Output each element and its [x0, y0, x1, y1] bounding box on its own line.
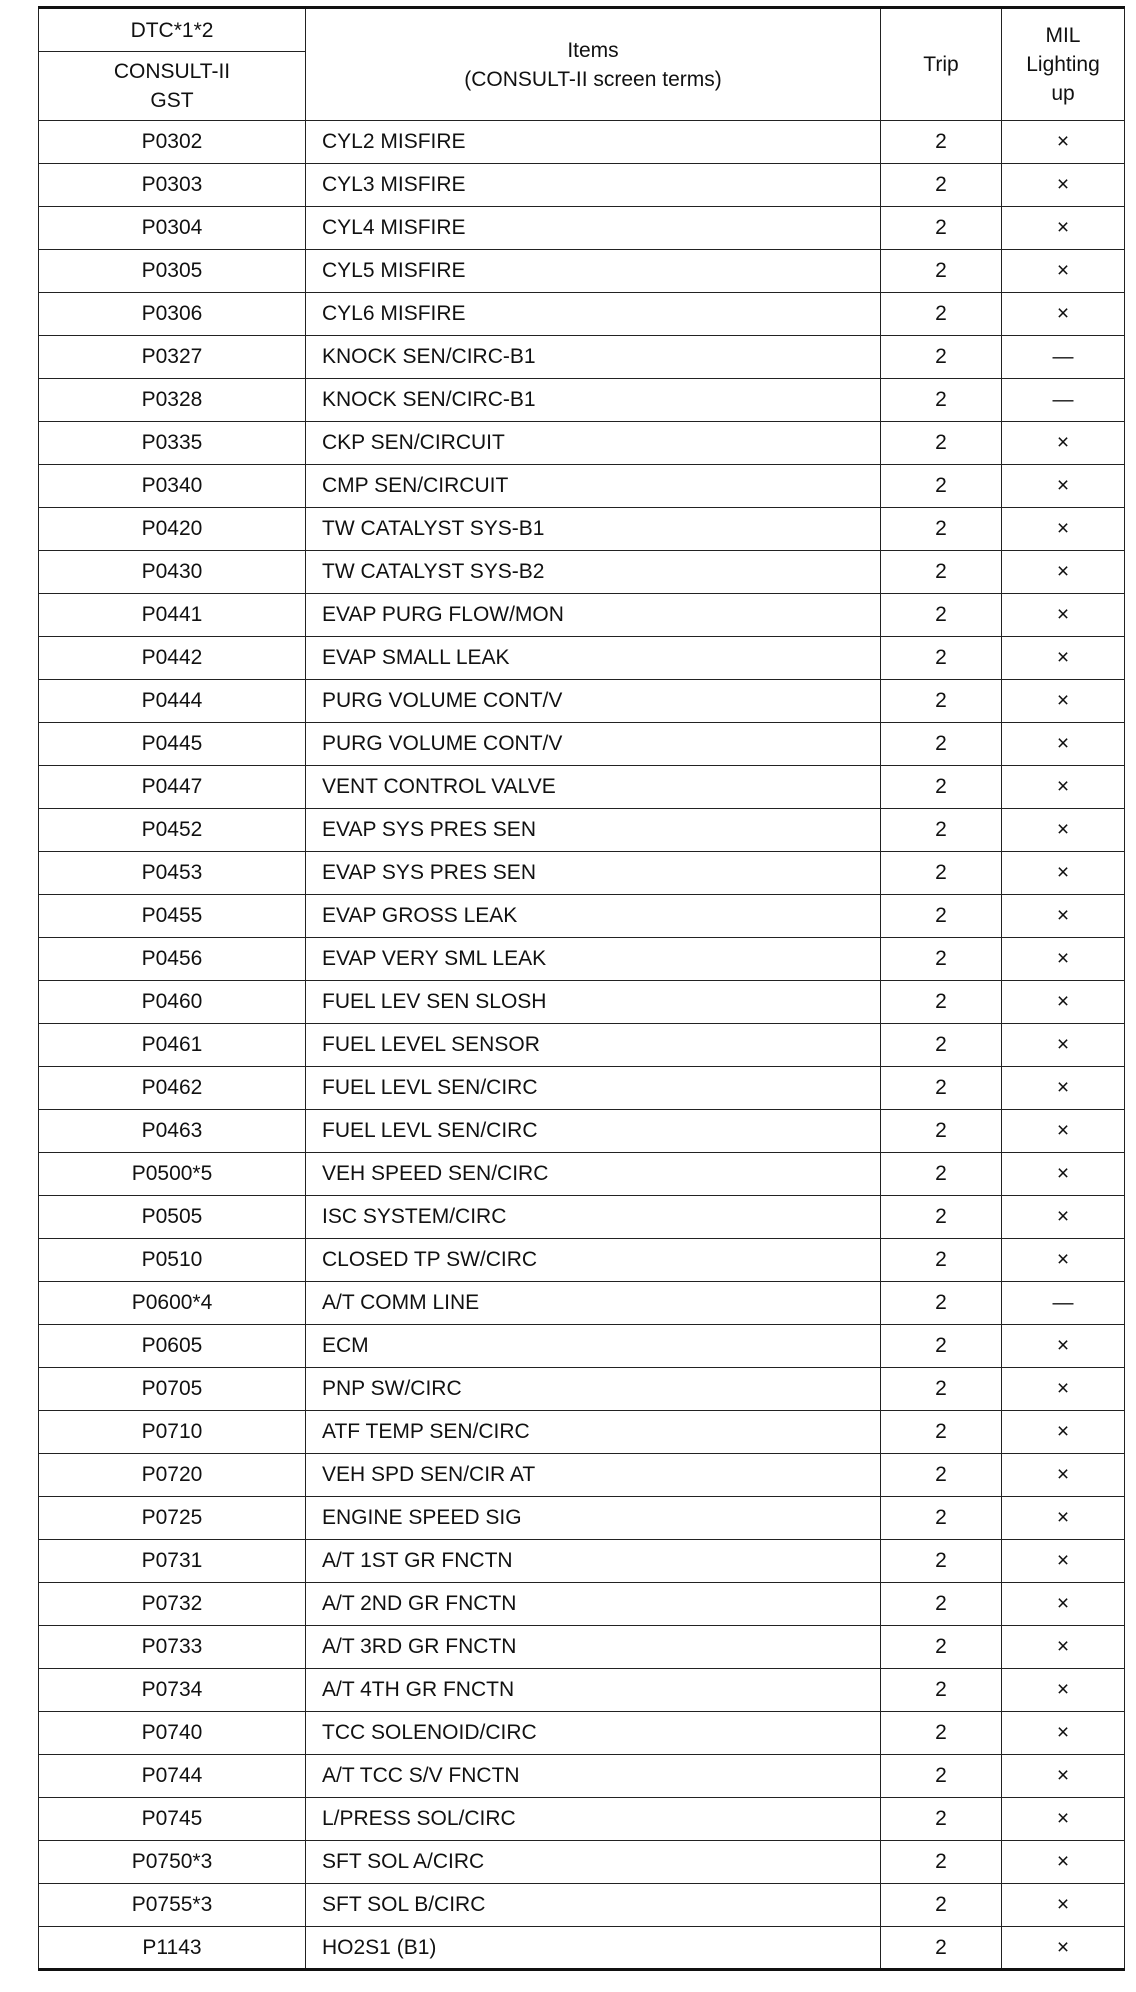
trip-count-cell: 2 [881, 1540, 1002, 1583]
table-row [39, 1110, 1125, 1153]
mil-indicator-cell: × [1002, 852, 1125, 895]
trip-count-cell: 2 [881, 1755, 1002, 1798]
dtc-code-cell: P0447 [39, 766, 306, 809]
mil-indicator-cell: × [1002, 938, 1125, 981]
table-row [39, 1411, 1125, 1454]
table-row [39, 1153, 1125, 1196]
mil-indicator-cell: × [1002, 766, 1125, 809]
mil-indicator-cell: × [1002, 1841, 1125, 1884]
table-row [39, 1024, 1125, 1067]
trip-count-cell: 2 [881, 293, 1002, 336]
table-row [39, 207, 1125, 250]
table-row [39, 508, 1125, 551]
dtc-code-cell: P0740 [39, 1712, 306, 1755]
item-name-cell: FUEL LEVL SEN/CIRC [306, 1110, 881, 1153]
mil-indicator-cell: × [1002, 207, 1125, 250]
dtc-code-cell: P0600*4 [39, 1282, 306, 1325]
table-row [39, 1325, 1125, 1368]
table-row [39, 250, 1125, 293]
table-row [39, 1841, 1125, 1884]
trip-count-cell: 2 [881, 1669, 1002, 1712]
table-row [39, 551, 1125, 594]
item-name-cell: CMP SEN/CIRCUIT [306, 465, 881, 508]
dtc-code-cell: P1143 [39, 1927, 306, 1970]
table-row [39, 895, 1125, 938]
mil-indicator-cell: × [1002, 551, 1125, 594]
items-header-text: Items (CONSULT-II screen terms) [464, 38, 722, 91]
item-name-cell: EVAP SYS PRES SEN [306, 809, 881, 852]
table-row [39, 1497, 1125, 1540]
item-name-cell: A/T 2ND GR FNCTN [306, 1583, 881, 1626]
item-name-cell: SFT SOL B/CIRC [306, 1884, 881, 1927]
trip-count-cell: 2 [881, 250, 1002, 293]
dtc-code-cell: P0462 [39, 1067, 306, 1110]
dtc-code-cell: P0710 [39, 1411, 306, 1454]
mil-indicator-cell: × [1002, 1024, 1125, 1067]
item-name-cell: CYL3 MISFIRE [306, 164, 881, 207]
trip-count-cell: 2 [881, 1798, 1002, 1841]
trip-count-cell: 2 [881, 422, 1002, 465]
trip-count-cell: 2 [881, 1927, 1002, 1970]
consult-gst-text: CONSULT-II GST [113, 60, 231, 112]
mil-indicator-cell: × [1002, 164, 1125, 207]
item-name-cell: PNP SW/CIRC [306, 1368, 881, 1411]
table-row [39, 1669, 1125, 1712]
mil-indicator-cell: × [1002, 1067, 1125, 1110]
item-name-cell: VEH SPD SEN/CIR AT [306, 1454, 881, 1497]
dtc-code-cell: P0731 [39, 1540, 306, 1583]
dtc-code-cell: P0745 [39, 1798, 306, 1841]
table-row [39, 1884, 1125, 1927]
item-name-cell: A/T 4TH GR FNCTN [306, 1669, 881, 1712]
mil-indicator-cell: × [1002, 1540, 1125, 1583]
trip-count-cell: 2 [881, 1497, 1002, 1540]
table-row [39, 1755, 1125, 1798]
mil-indicator-cell: × [1002, 1583, 1125, 1626]
table-row [39, 121, 1125, 164]
dtc-code-cell: P0733 [39, 1626, 306, 1669]
trip-count-cell: 2 [881, 465, 1002, 508]
trip-count-cell: 2 [881, 164, 1002, 207]
item-name-cell: EVAP VERY SML LEAK [306, 938, 881, 981]
mil-indicator-cell: × [1002, 508, 1125, 551]
trip-count-cell: 2 [881, 723, 1002, 766]
mil-indicator-cell: × [1002, 121, 1125, 164]
dtc-header-cell [39, 8, 306, 121]
table-row [39, 379, 1125, 422]
item-name-cell: TW CATALYST SYS-B1 [306, 508, 881, 551]
item-name-cell: SFT SOL A/CIRC [306, 1841, 881, 1884]
table-body [39, 121, 1125, 1970]
item-name-cell: EVAP SMALL LEAK [306, 637, 881, 680]
dtc-code-cell: P0605 [39, 1325, 306, 1368]
mil-indicator-cell: × [1002, 250, 1125, 293]
trip-count-cell: 2 [881, 1841, 1002, 1884]
mil-indicator-cell: × [1002, 1497, 1125, 1540]
item-name-cell: ISC SYSTEM/CIRC [306, 1196, 881, 1239]
dtc-code-cell: P0444 [39, 680, 306, 723]
dtc-code-cell: P0732 [39, 1583, 306, 1626]
item-name-cell: FUEL LEVL SEN/CIRC [306, 1067, 881, 1110]
mil-indicator-cell: × [1002, 809, 1125, 852]
item-name-cell: CKP SEN/CIRCUIT [306, 422, 881, 465]
table-row [39, 1368, 1125, 1411]
item-name-cell: EVAP SYS PRES SEN [306, 852, 881, 895]
table-row [39, 1067, 1125, 1110]
dtc-code-cell: P0750*3 [39, 1841, 306, 1884]
trip-count-cell: 2 [881, 895, 1002, 938]
table-row [39, 1583, 1125, 1626]
trip-count-cell: 2 [881, 1153, 1002, 1196]
dtc-code-cell: P0441 [39, 594, 306, 637]
item-name-cell: TW CATALYST SYS-B2 [306, 551, 881, 594]
table-row [39, 723, 1125, 766]
mil-indicator-cell: × [1002, 895, 1125, 938]
dtc-code-cell: P0328 [39, 379, 306, 422]
trip-count-cell: 2 [881, 1239, 1002, 1282]
table-row [39, 1454, 1125, 1497]
item-name-cell: A/T TCC S/V FNCTN [306, 1755, 881, 1798]
dtc-code-cell: P0302 [39, 121, 306, 164]
dtc-code-cell: P0430 [39, 551, 306, 594]
table-row [39, 981, 1125, 1024]
mil-indicator-cell: × [1002, 1927, 1125, 1970]
item-name-cell: EVAP GROSS LEAK [306, 895, 881, 938]
table-row [39, 852, 1125, 895]
item-name-cell: VEH SPEED SEN/CIRC [306, 1153, 881, 1196]
trip-count-cell: 2 [881, 379, 1002, 422]
dtc-code-cell: P0304 [39, 207, 306, 250]
dtc-code-cell: P0335 [39, 422, 306, 465]
trip-count-cell: 2 [881, 680, 1002, 723]
trip-count-cell: 2 [881, 1110, 1002, 1153]
mil-indicator-cell: × [1002, 594, 1125, 637]
mil-indicator-cell: × [1002, 1798, 1125, 1841]
table-row [39, 680, 1125, 723]
mil-indicator-cell: × [1002, 1239, 1125, 1282]
mil-indicator-cell: × [1002, 981, 1125, 1024]
mil-indicator-cell: × [1002, 1884, 1125, 1927]
trip-count-cell: 2 [881, 1067, 1002, 1110]
item-name-cell: PURG VOLUME CONT/V [306, 723, 881, 766]
dtc-code-cell: P0340 [39, 465, 306, 508]
table-row [39, 164, 1125, 207]
dtc-code-cell: P0456 [39, 938, 306, 981]
trip-count-cell: 2 [881, 1325, 1002, 1368]
table-row [39, 1712, 1125, 1755]
trip-count-cell: 2 [881, 594, 1002, 637]
item-name-cell: HO2S1 (B1) [306, 1927, 881, 1970]
dtc-code-cell: P0455 [39, 895, 306, 938]
item-name-cell: CYL4 MISFIRE [306, 207, 881, 250]
mil-indicator-cell: × [1002, 293, 1125, 336]
table-row [39, 336, 1125, 379]
table-row [39, 1798, 1125, 1841]
dtc-code-cell: P0510 [39, 1239, 306, 1282]
item-name-cell: CYL5 MISFIRE [306, 250, 881, 293]
dtc-code-cell: P0306 [39, 293, 306, 336]
trip-count-cell: 2 [881, 1712, 1002, 1755]
item-name-cell: KNOCK SEN/CIRC-B1 [306, 379, 881, 422]
mil-indicator-cell: × [1002, 1669, 1125, 1712]
trip-count-cell: 2 [881, 336, 1002, 379]
item-name-cell: ENGINE SPEED SIG [306, 1497, 881, 1540]
dtc-code-cell: P0453 [39, 852, 306, 895]
mil-indicator-cell: × [1002, 1110, 1125, 1153]
table-row [39, 938, 1125, 981]
dtc-code-cell: P0500*5 [39, 1153, 306, 1196]
dtc-code-cell: P0420 [39, 508, 306, 551]
trip-count-cell: 2 [881, 1583, 1002, 1626]
item-name-cell: FUEL LEVEL SENSOR [306, 1024, 881, 1067]
item-name-cell: VENT CONTROL VALVE [306, 766, 881, 809]
table-row [39, 809, 1125, 852]
dtc-code-cell: P0725 [39, 1497, 306, 1540]
trip-count-cell: 2 [881, 1626, 1002, 1669]
item-name-cell: A/T COMM LINE [306, 1282, 881, 1325]
item-name-cell: CYL6 MISFIRE [306, 293, 881, 336]
item-name-cell: TCC SOLENOID/CIRC [306, 1712, 881, 1755]
table-row [39, 293, 1125, 336]
trip-count-cell: 2 [881, 207, 1002, 250]
item-name-cell: A/T 1ST GR FNCTN [306, 1540, 881, 1583]
mil-indicator-cell: × [1002, 680, 1125, 723]
dtc-code-cell: P0463 [39, 1110, 306, 1153]
dtc-code-cell: P0303 [39, 164, 306, 207]
table-row [39, 1239, 1125, 1282]
mil-indicator-cell: × [1002, 1712, 1125, 1755]
item-name-cell: KNOCK SEN/CIRC-B1 [306, 336, 881, 379]
table-row [39, 1196, 1125, 1239]
trip-count-cell: 2 [881, 938, 1002, 981]
mil-indicator-cell: × [1002, 1153, 1125, 1196]
mil-indicator-cell: × [1002, 1626, 1125, 1669]
mil-indicator-cell: × [1002, 1755, 1125, 1798]
table-row [39, 1626, 1125, 1669]
mil-indicator-cell: × [1002, 637, 1125, 680]
item-name-cell: PURG VOLUME CONT/V [306, 680, 881, 723]
trip-count-cell: 2 [881, 1454, 1002, 1497]
table-row [39, 465, 1125, 508]
dtc-code-cell: P0744 [39, 1755, 306, 1798]
trip-count-cell: 2 [881, 1368, 1002, 1411]
trip-count-cell: 2 [881, 766, 1002, 809]
table-row [39, 1540, 1125, 1583]
item-name-cell: L/PRESS SOL/CIRC [306, 1798, 881, 1841]
item-name-cell: ATF TEMP SEN/CIRC [306, 1411, 881, 1454]
trip-count-cell: 2 [881, 852, 1002, 895]
dtc-code-cell: P0755*3 [39, 1884, 306, 1927]
mil-indicator-cell: × [1002, 1325, 1125, 1368]
dtc-code-cell: P0461 [39, 1024, 306, 1067]
trip-count-cell: 2 [881, 121, 1002, 164]
item-name-cell: A/T 3RD GR FNCTN [306, 1626, 881, 1669]
table-row [39, 594, 1125, 637]
dtc-code-cell: P0445 [39, 723, 306, 766]
consult-gst-header-label [39, 52, 305, 120]
dtc-code-cell: P0460 [39, 981, 306, 1024]
mil-indicator-cell: × [1002, 422, 1125, 465]
dtc-code-cell: P0327 [39, 336, 306, 379]
item-name-cell: FUEL LEV SEN SLOSH [306, 981, 881, 1024]
table-row [39, 1282, 1125, 1325]
mil-header-text: MIL Lighting up [1026, 24, 1100, 105]
dtc-table [38, 6, 1125, 1971]
trip-header-label: Trip [881, 8, 1002, 121]
mil-indicator-cell: — [1002, 379, 1125, 422]
table-header [39, 8, 1125, 121]
trip-count-cell: 2 [881, 1282, 1002, 1325]
mil-indicator-cell: × [1002, 1368, 1125, 1411]
table-row [39, 422, 1125, 465]
trip-count-cell: 2 [881, 809, 1002, 852]
table-row [39, 766, 1125, 809]
item-name-cell: ECM [306, 1325, 881, 1368]
table-row [39, 1927, 1125, 1970]
mil-indicator-cell: × [1002, 1454, 1125, 1497]
mil-header-label [1002, 8, 1125, 121]
trip-count-cell: 2 [881, 508, 1002, 551]
trip-count-cell: 2 [881, 1196, 1002, 1239]
trip-count-cell: 2 [881, 1884, 1002, 1927]
dtc-code-cell: P0734 [39, 1669, 306, 1712]
mil-indicator-cell: × [1002, 1411, 1125, 1454]
items-header-label [306, 8, 881, 121]
mil-indicator-cell: — [1002, 336, 1125, 379]
mil-indicator-cell: × [1002, 1196, 1125, 1239]
item-name-cell: EVAP PURG FLOW/MON [306, 594, 881, 637]
dtc-header-label: DTC*1*2 [39, 9, 305, 52]
trip-count-cell: 2 [881, 981, 1002, 1024]
dtc-code-cell: P0452 [39, 809, 306, 852]
mil-indicator-cell: × [1002, 723, 1125, 766]
dtc-code-cell: P0442 [39, 637, 306, 680]
trip-count-cell: 2 [881, 637, 1002, 680]
table-row [39, 637, 1125, 680]
mil-indicator-cell: — [1002, 1282, 1125, 1325]
item-name-cell: CYL2 MISFIRE [306, 121, 881, 164]
trip-count-cell: 2 [881, 1411, 1002, 1454]
dtc-code-cell: P0305 [39, 250, 306, 293]
dtc-code-cell: P0720 [39, 1454, 306, 1497]
dtc-code-cell: P0505 [39, 1196, 306, 1239]
dtc-code-cell: P0705 [39, 1368, 306, 1411]
mil-indicator-cell: × [1002, 465, 1125, 508]
trip-count-cell: 2 [881, 1024, 1002, 1067]
trip-count-cell: 2 [881, 551, 1002, 594]
item-name-cell: CLOSED TP SW/CIRC [306, 1239, 881, 1282]
